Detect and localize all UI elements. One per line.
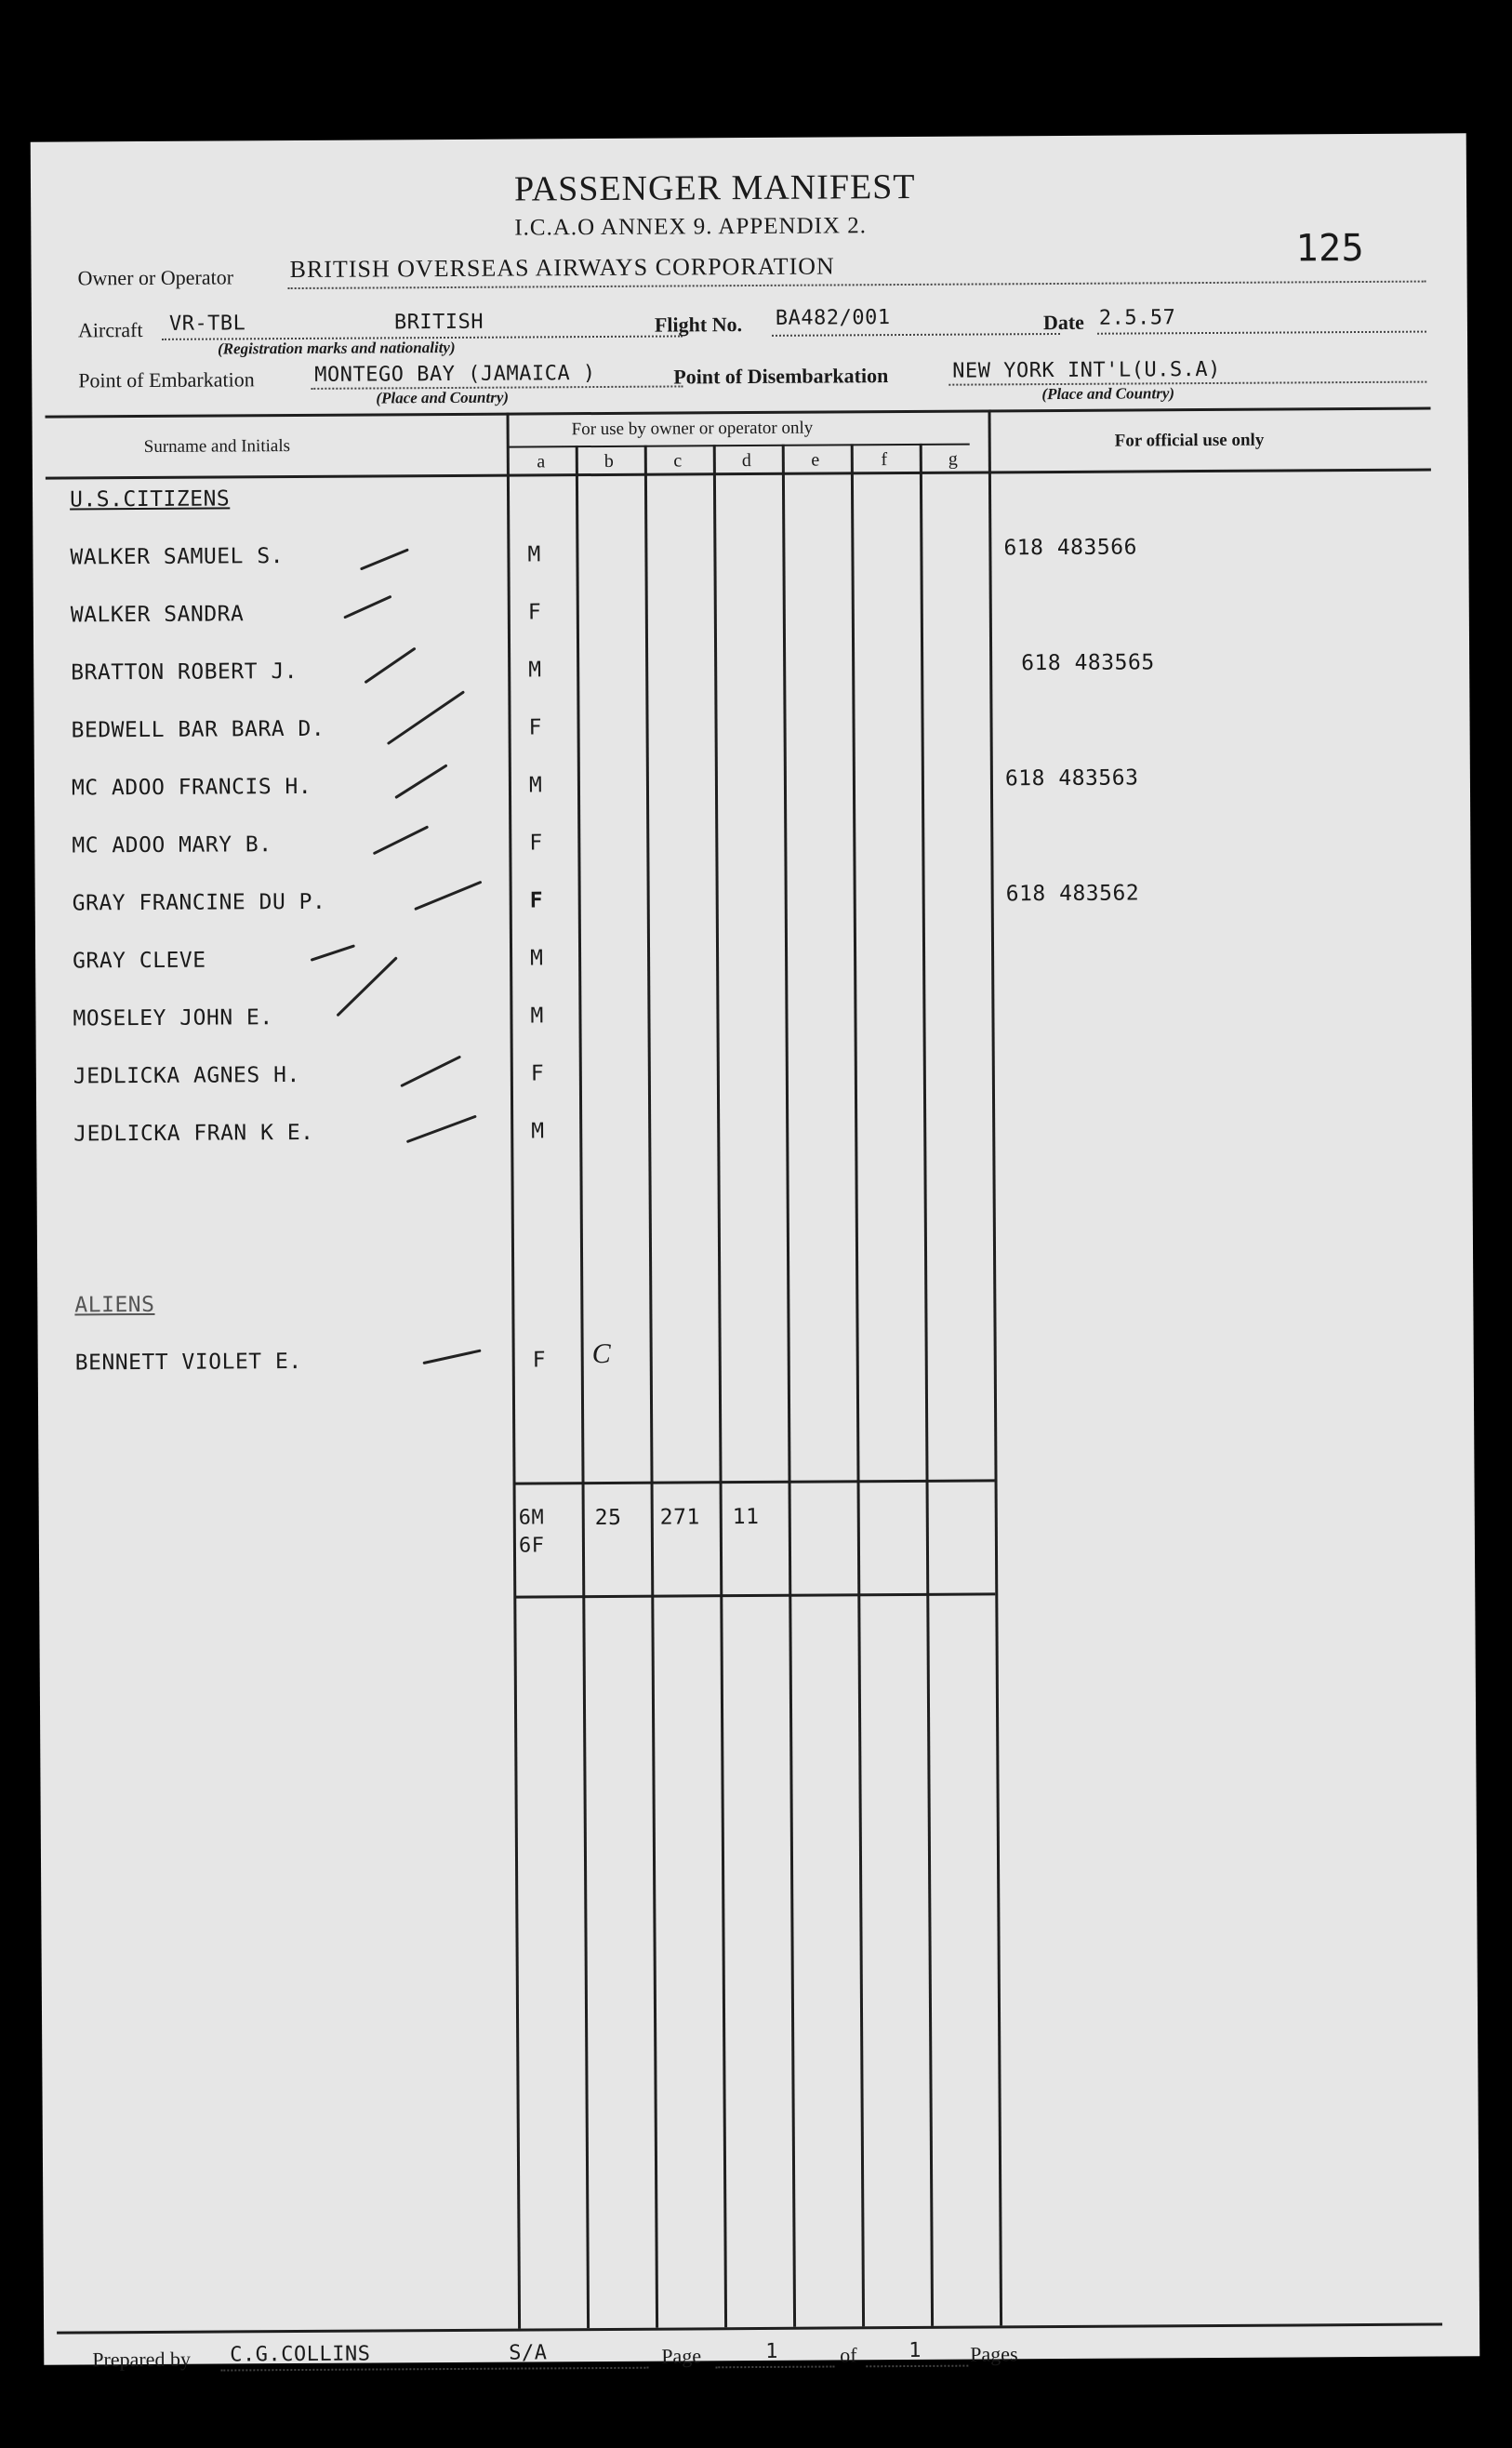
- embarkation-label: Point of Embarkation: [78, 367, 255, 392]
- aircraft-nationality: BRITISH: [393, 310, 484, 335]
- passenger-name: WALKER SANDRA: [70, 602, 245, 628]
- page-line: [715, 2366, 834, 2369]
- check-mark: [387, 690, 465, 745]
- passenger-name: BEDWELL BAR BARA D.: [71, 716, 325, 743]
- totals-bottom-rule: [515, 1592, 995, 1598]
- manifest-title: PASSENGER MANIFEST: [513, 166, 916, 209]
- col-letter-a: a: [537, 451, 546, 472]
- passenger-name: WALKER SAMUEL S.: [70, 544, 285, 570]
- check-mark: [422, 1350, 481, 1365]
- totals-top-rule: [515, 1479, 995, 1484]
- passenger-sex: M: [531, 1119, 545, 1144]
- col-divider-bc: [644, 446, 658, 2328]
- col-letter-b: b: [603, 450, 614, 472]
- passenger-official: 618 483566: [1003, 535, 1137, 561]
- aircraft-note: (Registration marks and nationality): [218, 338, 456, 358]
- date-label: Date: [1042, 310, 1084, 335]
- passenger-official: 618 483565: [1021, 650, 1155, 676]
- col-divider-de: [782, 445, 796, 2327]
- col-owner-header: For use by owner or operator only: [571, 418, 814, 440]
- check-mark: [400, 1056, 461, 1088]
- col-official-header: For official use only: [1114, 430, 1265, 451]
- total-c: 271: [659, 1505, 700, 1530]
- aircraft-label: Aircraft: [77, 318, 143, 342]
- total-a-male: 6M: [518, 1506, 545, 1530]
- disembarkation-value: NEW YORK INT'L(U.S.A): [952, 357, 1221, 383]
- total-d: 11: [732, 1504, 760, 1530]
- check-mark: [364, 647, 416, 685]
- col-names-header: Surname and Initials: [143, 436, 291, 457]
- col-divider-names: [507, 413, 522, 2329]
- passenger-sex: F: [530, 1061, 545, 1086]
- passenger-name: MC ADOO MARY B.: [72, 832, 272, 858]
- prepared-line: [220, 2367, 648, 2372]
- passenger-name: BRATTON ROBERT J.: [71, 659, 298, 685]
- passenger-sex: F: [529, 831, 543, 856]
- section-us-citizens: U.S.CITIZENS: [69, 486, 231, 512]
- check-mark: [343, 595, 391, 619]
- footer-rule: [57, 2323, 1442, 2335]
- section-aliens: ALIENS: [74, 1292, 155, 1318]
- page-value: 1: [765, 2339, 779, 2363]
- passenger-sex: M: [530, 1004, 544, 1029]
- owner-label: Owner or Operator: [77, 265, 234, 290]
- col-divider-cd: [713, 445, 727, 2327]
- check-mark: [360, 548, 409, 570]
- page-stamp: 125: [1295, 226, 1365, 271]
- passenger-official: 618 483562: [1005, 881, 1140, 907]
- passenger-sex: M: [530, 946, 544, 971]
- passenger-sex: M: [527, 542, 541, 567]
- prepared-value: C.G.COLLINS: [230, 2342, 371, 2367]
- col-divider-fg: [920, 444, 934, 2326]
- check-mark: [394, 764, 447, 799]
- col-letter-d: d: [741, 450, 751, 472]
- aircraft-value: VR-TBL: [168, 312, 246, 336]
- embarkation-value: MONTEGO BAY (JAMAICA ): [314, 362, 596, 387]
- col-letter-e: e: [811, 449, 820, 471]
- passenger-name: JEDLICKA FRAN K E.: [73, 1120, 314, 1147]
- prepared-label: Prepared by: [92, 2347, 192, 2372]
- passenger-sex: M: [528, 773, 543, 798]
- passenger-name: MC ADOO FRANCIS H.: [71, 774, 312, 801]
- alien-sex: F: [532, 1348, 547, 1373]
- pages-label: Pages: [970, 2342, 1018, 2366]
- passenger-sex: F: [528, 715, 543, 740]
- flight-label: Flight No.: [654, 313, 743, 337]
- date-line: [1097, 331, 1426, 335]
- passenger-sex: F: [527, 600, 542, 625]
- check-mark: [336, 956, 397, 1017]
- table-top-rule: [46, 407, 1431, 419]
- passenger-sex: M: [528, 658, 542, 683]
- col-letter-f: f: [881, 449, 888, 471]
- passenger-official: 618 483563: [1004, 765, 1139, 792]
- col-divider-ef: [851, 444, 865, 2326]
- passenger-name: JEDLICKA AGNES H.: [73, 1062, 300, 1089]
- check-mark: [406, 1115, 477, 1144]
- check-mark: [414, 881, 482, 911]
- of-label: of: [840, 2343, 857, 2367]
- col-divider-ab: [576, 446, 590, 2328]
- total-b: 25: [594, 1505, 622, 1531]
- check-mark: [373, 825, 429, 855]
- passenger-name: GRAY CLEVE: [73, 948, 206, 974]
- flight-line: [772, 333, 1060, 337]
- passenger-name: GRAY FRANCINE DU P.: [72, 889, 326, 916]
- col-letter-c: c: [673, 450, 683, 472]
- date-value: 2.5.57: [1098, 306, 1176, 330]
- total-a-female: 6F: [518, 1534, 545, 1558]
- check-mark: [311, 944, 355, 962]
- prepared-rank: S/A: [509, 2341, 548, 2365]
- col-letter-g: g: [948, 448, 958, 470]
- passenger-name: MOSELEY JOHN E.: [73, 1005, 273, 1031]
- disembarkation-note: (Place and Country): [1041, 384, 1175, 404]
- manifest-subtitle: I.C.A.O ANNEX 9. APPENDIX 2.: [514, 213, 868, 241]
- of-value: 1: [909, 2338, 922, 2363]
- col-divider-official: [988, 409, 1002, 2325]
- alien-name: BENNETT VIOLET E.: [74, 1349, 302, 1376]
- passenger-sex: F: [529, 888, 544, 913]
- manifest-sheet: [31, 133, 1480, 2372]
- embarkation-note: (Place and Country): [376, 388, 510, 407]
- page-label: Page: [661, 2344, 702, 2368]
- alien-mark-b: C: [591, 1337, 611, 1370]
- disembarkation-label: Point of Disembarkation: [673, 364, 889, 389]
- owner-value: BRITISH OVERSEAS AIRWAYS CORPORATION: [289, 252, 835, 284]
- flight-value: BA482/001: [775, 306, 891, 330]
- of-line: [866, 2365, 968, 2368]
